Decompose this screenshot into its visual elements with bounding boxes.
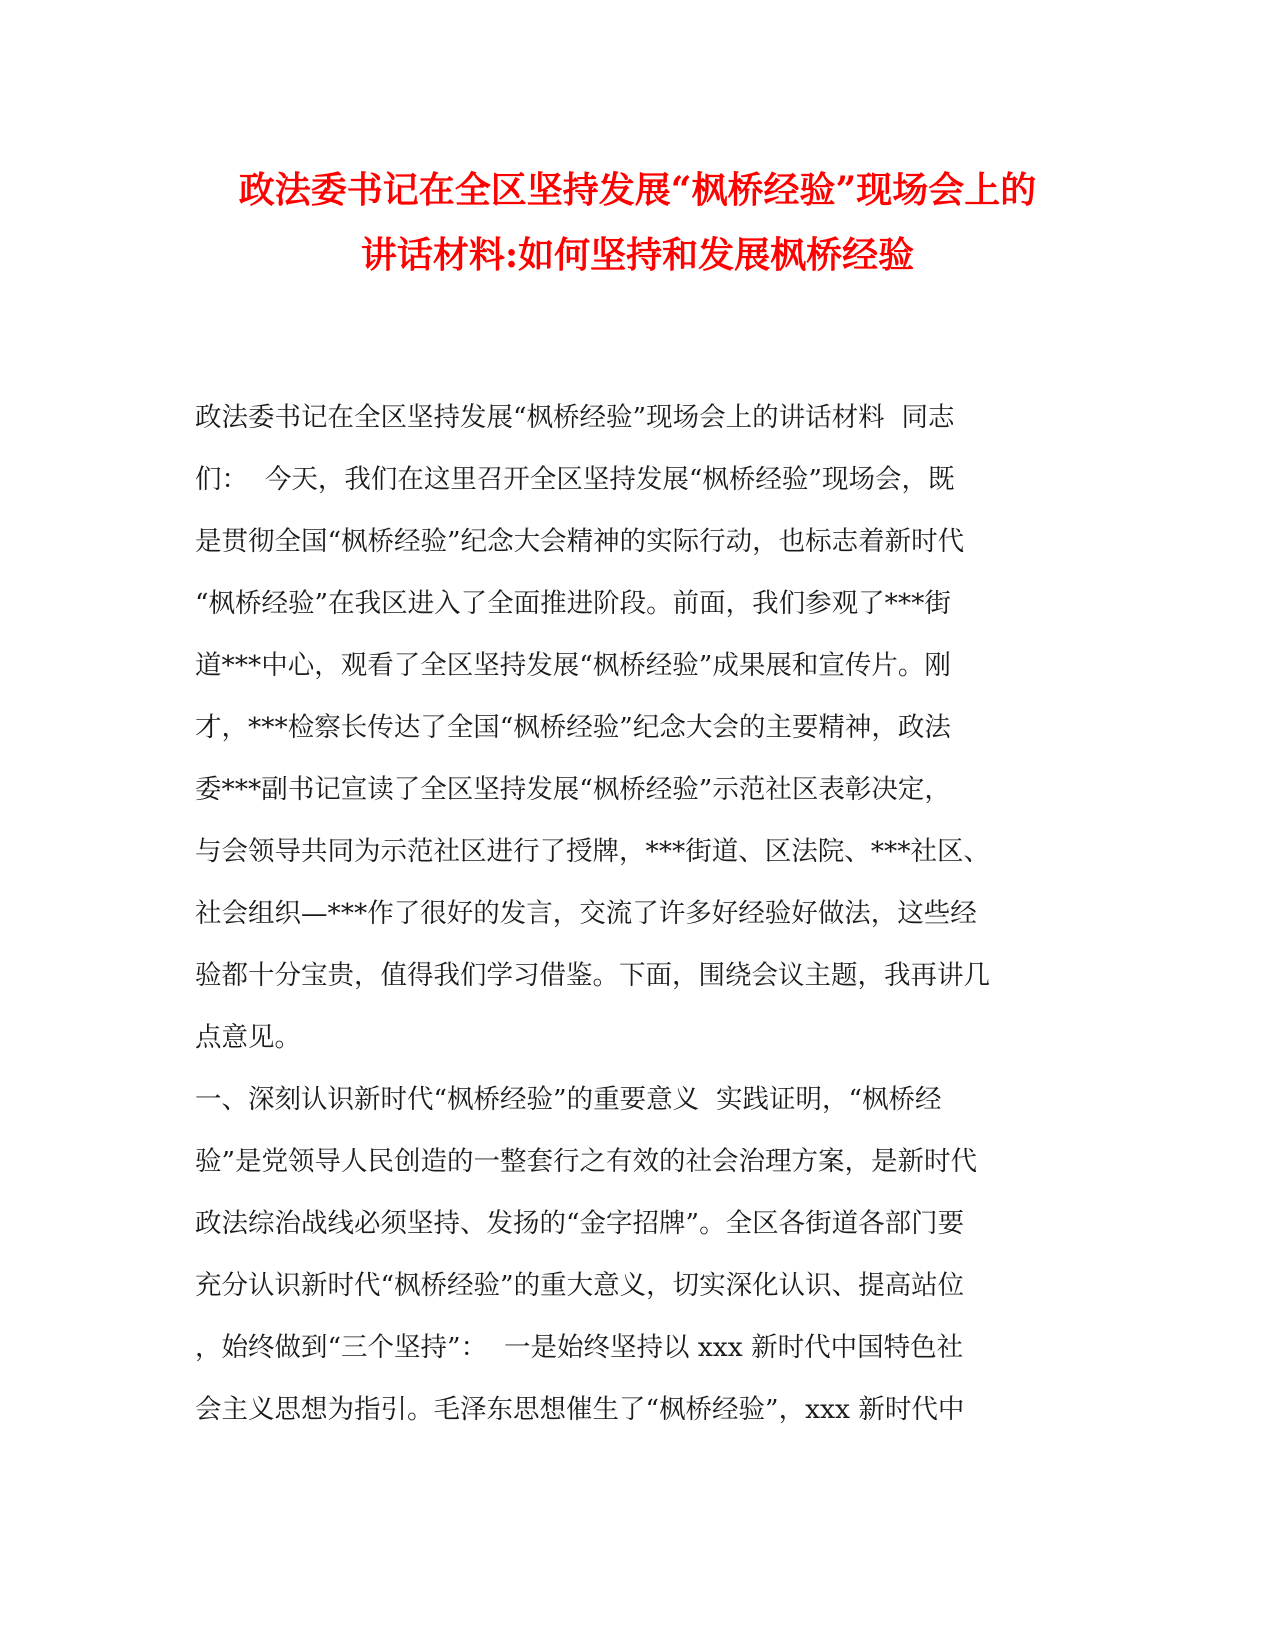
body-line: 政法综治战线必须坚持、发扬的“金字招牌”。全区各街道各部门要: [195, 1208, 965, 1239]
body-line: 才，***检察长传达了全国“枫桥经验”纪念大会的主要精神，政法: [195, 712, 951, 743]
body-line: 政法委书记在全区坚持发展“枫桥经验”现场会上的讲话材料 同志: [195, 402, 955, 433]
body-line: 验”是党领导人民创造的一整套行之有效的社会治理方案，是新时代: [195, 1146, 978, 1177]
document-title-line-2: 讲话材料:如何坚持和发展枫桥经验: [360, 234, 915, 276]
body-line: 与会领导共同为示范社区进行了授牌，***街道、区法院、***社区、: [195, 836, 990, 867]
document-title-line-1: 政法委书记在全区坚持发展“枫桥经验”现场会上的: [238, 169, 1037, 211]
body-line: 验都十分宝贵，值得我们学习借鉴。下面，围绕会议主题，我再讲几: [195, 960, 990, 991]
body-line: 是贯彻全国“枫桥经验”纪念大会精神的实际行动，也标志着新时代: [195, 526, 965, 557]
body-line: 道***中心，观看了全区坚持发展“枫桥经验”成果展和宣传片。刚: [195, 650, 951, 681]
section-heading-line: 一、深刻认识新时代“枫桥经验”的重要意义 实践证明，“枫桥经: [195, 1084, 942, 1115]
body-line: 们： 今天，我们在这里召开全区坚持发展“枫桥经验”现场会，既: [195, 464, 955, 495]
body-line: “枫桥经验”在我区进入了全面推进阶段。前面，我们参观了***街: [195, 588, 951, 619]
body-line: 点意见。: [195, 1022, 301, 1053]
body-line: 充分认识新时代“枫桥经验”的重大意义，切实深化认识、提高站位: [195, 1270, 965, 1301]
body-line: ，始终做到“三个坚持”： 一是始终坚持以 xxx 新时代中国特色社: [195, 1332, 964, 1363]
body-line: 社会组织—***作了很好的发言，交流了许多好经验好做法，这些经: [195, 898, 977, 929]
body-line: 会主义思想为指引。毛泽东思想催生了“枫桥经验”，xxx 新时代中: [195, 1394, 965, 1425]
body-line: 委***副书记宣读了全区坚持发展“枫桥经验”示范社区表彰决定，: [195, 774, 951, 805]
